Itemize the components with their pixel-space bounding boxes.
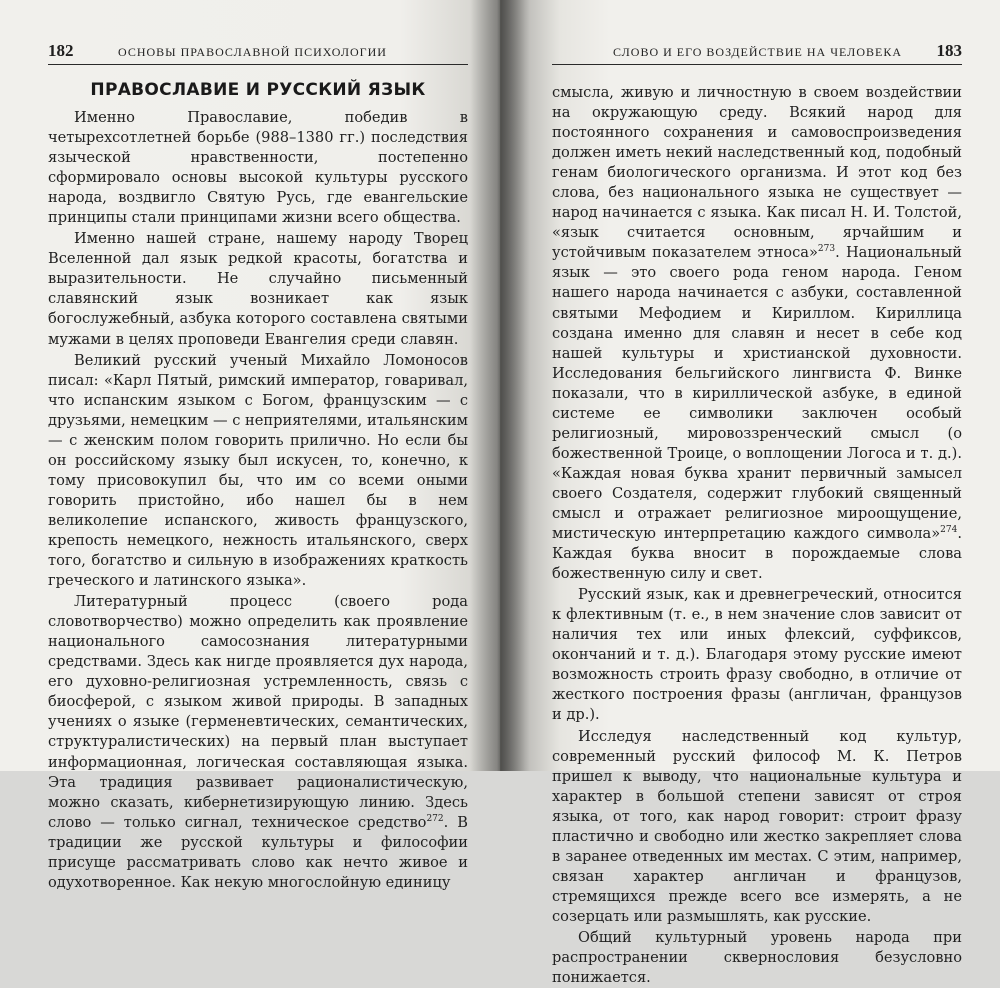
footnote-marker: 272: [426, 813, 444, 824]
paragraph: [552, 83, 962, 584]
right-running-head-title: СЛОВО И ЕГО ВОЗДЕЙСТВИЕ НА ЧЕЛОВЕКА: [612, 45, 902, 59]
paragraph-text: . Национальный язык — это своего рода геном народа. Геном нашего народа начинается с азбуки, составленной святыми Мефодием и Кириллом. Кириллица создана именно для славян и несет в себе код нашей культуры и христианской духовности. Исследования бельгийского лингвиста Ф. Винке показали, что в кириллической азбуке, в единой системе ее символики заключен особый религиозный, мировоззренческий смысл (о божественной Троице, о воплощении Логоса и т. д.). «Каждая новая буква хранит первичный замысел своего Создателя, содержит глубокий священный смысл и отражает религиозное мироощущение, мистическую интерпретацию каждого символа»: [552, 244, 962, 543]
left-page-number: 182: [48, 41, 74, 60]
paragraph: Именно нашей стране, нашему народу Творец Вселенной дал язык редкой красоты, богатства и выразительности. Не случайно письменный славянский язык возникает как язык богослужебный, азбука которого составлена святыми мужами в целях проповеди Евангелия среди славян.: [48, 230, 468, 348]
paragraph-text: смысла, живую и личностную в своем воздействии на окружающую среду. Всякий народ для постоянного сохранения и самовоспроизведения должен иметь некий наследственный код, подобный генам биологического организма. И этот код без слова, без национального языка не существует — народ начинается с языка. Как писал Н. И. Толстой, «язык считается основным, ярчайшим и устойчивым показателем этноса»: [552, 84, 962, 262]
footnote-marker: 274: [940, 525, 958, 536]
right-page-number: 183: [936, 41, 962, 60]
left-text-block: [48, 108, 468, 893]
paragraph: Именно Православие, победив в четырехсотлетней борьбе (988–1380 гг.) последствия языческой нравственности, постепенно сформировало основы высокой культуры русского народа, воздвигло Святую Русь, где евангельские принципы стали принципами жизни всего общества.: [48, 109, 468, 227]
paragraph-text: Литературный процесс (своего рода словотворчество) можно определить как проявление национального самосознания литературными средствами. Здесь как нигде проявляется дух народа, его духовно-религиозная устремленность, связь с биосферой, с языком живой природы. В западных учениях о языке (герменевтических, семантических, структуралистических) на первый план выступает информационная, логическая составляющая языка. Эта традиция развивает рационалистическую, можно сказать, кибернетизирующую линию. Здесь слово — только сигнал, техническое средство: [48, 593, 468, 831]
paragraph-text: . Каждая буква вносит в порождаемые слова божественную силу и свет.: [552, 525, 962, 583]
right-running-head: [552, 40, 962, 65]
paragraph: Исследуя наследственный код культур, современный русский философ М. К. Петров пришел к выводу, что национальные культура и характер в большой степени зависят от строя языка, от того, как народ говорит: строит фразу пластично и свободно или жестко закрепляет слова в заранее отведенных им местах. С этим, например, связан характер англичан и французов, стремящихся прежде всего все измерять, а не созерцать или размышлять, как русские.: [552, 727, 962, 925]
left-running-head-title: ОСНОВЫ ПРАВОСЛАВНОЙ ПСИХОЛОГИИ: [118, 45, 387, 59]
paragraph-text: . В традиции же русской культуры и философии присуще рассматривать слово как нечто живое и одухотворенное. Как некую многослойную единицу: [48, 813, 468, 891]
left-running-head: [48, 40, 468, 65]
paragraph: Русский язык, как и древнегреческий, относится к флективным (т. е., в нем значение слов зависит от наличия тех или иных флексий, суффиксов, окончаний и т. д.). Благодаря этому русские имеют возможность строить фразу свободно, в отличие от жесткого построения фразы (англичан, французов и др.).: [552, 586, 962, 724]
left-page: [0, 0, 500, 891]
right-page: [500, 0, 1000, 987]
chapter-title: ПРАВОСЛАВИЕ И РУССКИЙ ЯЗЫК: [90, 80, 426, 100]
right-text-block: [552, 83, 962, 988]
paragraph: Великий русский ученый Михайло Ломоносов писал: «Карл Пятый, римский император, говаривал, что испанским языком с Богом, французским — с друзьями, немецким — с неприятелями, итальянским — с женским полом говорить прилично. Но если бы он российскому языку был искусен, то, конечно, к тому присовокупил бы, что им со всеми оными говорить пристойно, ибо нашел бы в нем великолепие испанского, живость французского, крепость немецкого, нежность итальянского, сверх того, богатство и сильную в изображениях краткость греческого и латинского языка».: [48, 351, 468, 590]
paragraph: Общий культурный уровень народа при распространении сквернословия безусловно понижается.: [552, 928, 962, 987]
paragraph: [48, 592, 468, 893]
footnote-marker: 273: [817, 244, 836, 255]
